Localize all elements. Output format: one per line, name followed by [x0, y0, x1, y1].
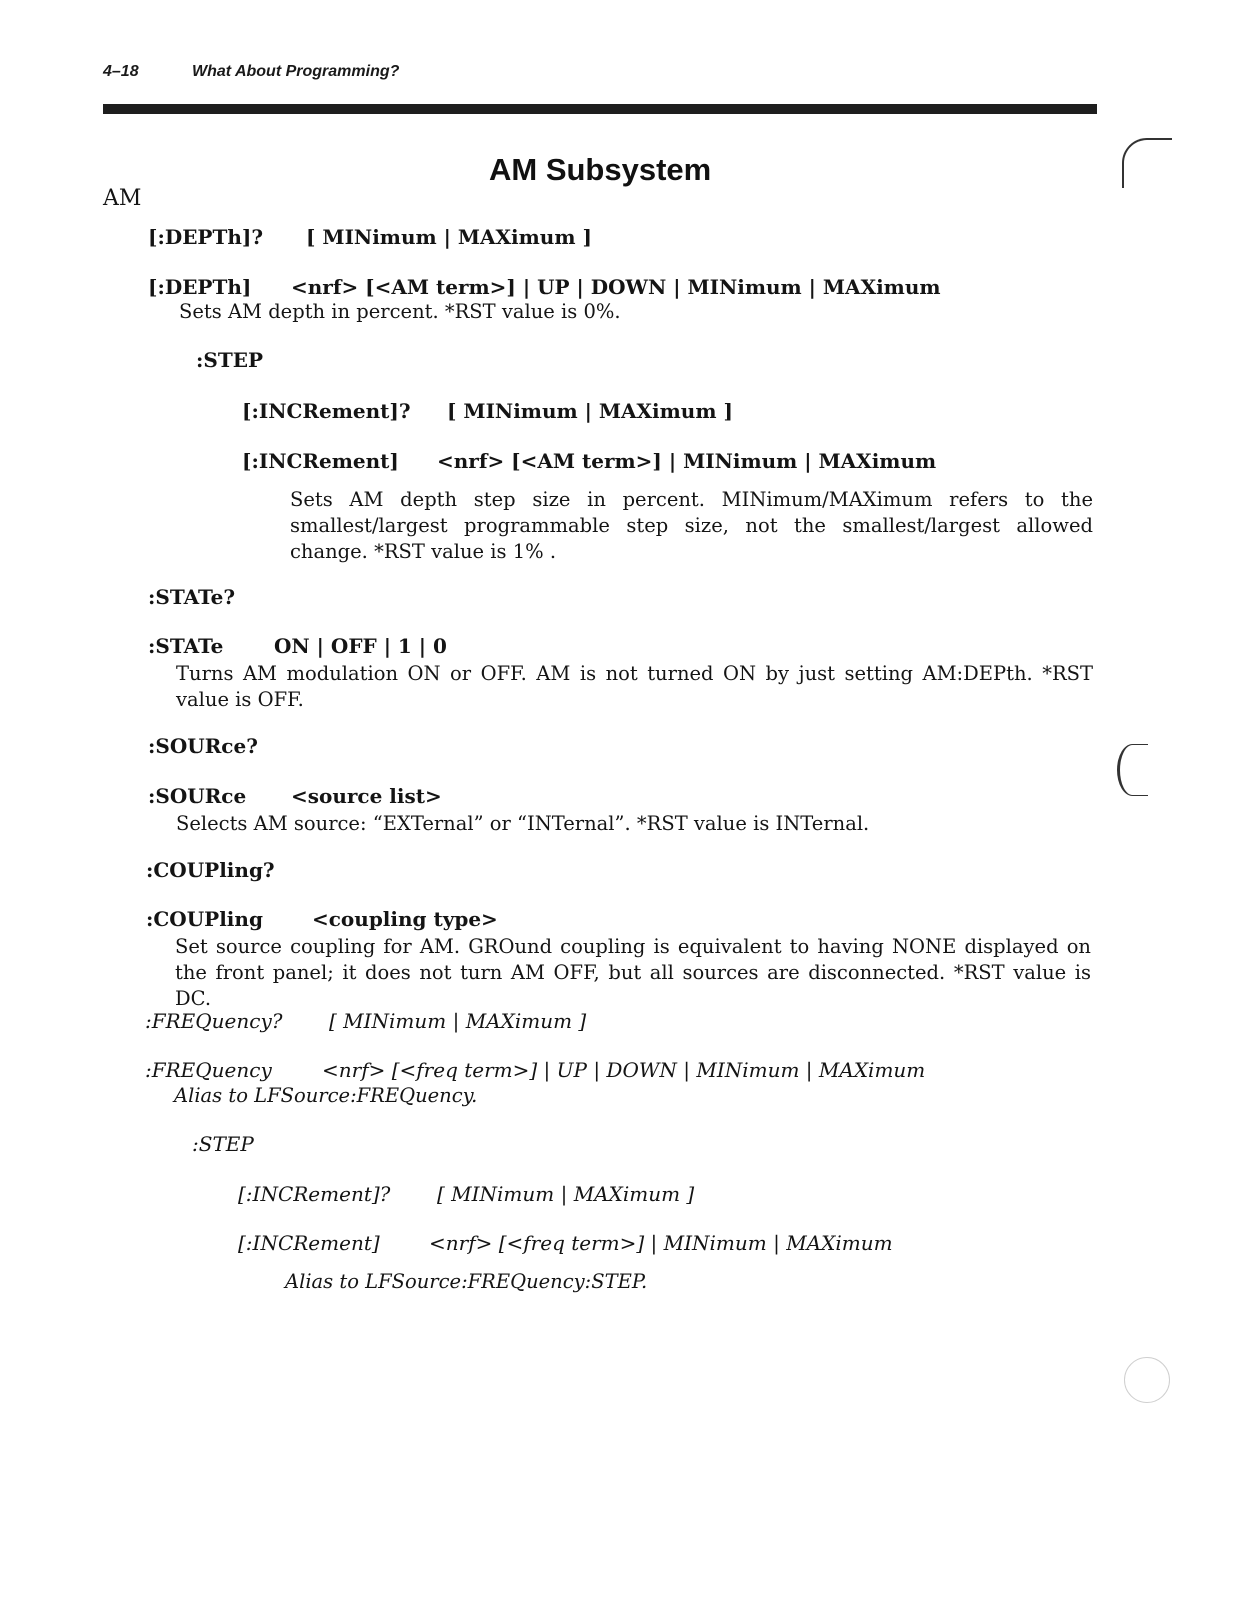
root-node: AM: [103, 186, 142, 211]
command-source-query: :SOURce?: [148, 734, 258, 758]
command-args: <nrf> [<AM term>] | MINimum | MAXimum: [437, 449, 937, 473]
command-description: Turns AM modulation ON or OFF. AM is not turned ON by just setting AM:DEPth. *RST value is OFF.: [176, 662, 1093, 711]
command-description: Sets AM depth step size in percent. MINimum/MAXimum refers to the smallest/largest programmable step size, not the smallest/largest allowed change. *RST value is 1% .: [290, 488, 1093, 563]
command-increment-query: [:INCRement]?: [238, 1182, 391, 1206]
binder-hole-mark-bottom: [1124, 1357, 1170, 1403]
binder-hole-mark-top: [1122, 138, 1172, 188]
command-step: :STEP: [192, 1132, 254, 1156]
command-args: <nrf> [<freq term>] | UP | DOWN | MINimum | MAXimum: [322, 1058, 926, 1082]
command-state: :STATe: [148, 634, 224, 658]
command-args: <coupling type>: [312, 907, 498, 931]
command-args: [ MINimum | MAXimum ]: [329, 1009, 587, 1033]
chapter-title: What About Programming?: [192, 63, 400, 80]
command-description: Selects AM source: “EXTernal” or “INTernal”. *RST value is INTernal.: [176, 812, 870, 835]
command-frequency-query: :FREQuency?: [145, 1009, 283, 1033]
command-depth: [:DEPTh]: [148, 275, 252, 299]
command-args: ON | OFF | 1 | 0: [274, 634, 447, 658]
binder-hole-mark-middle: [1117, 744, 1148, 796]
command-increment-query: [:INCRement]?: [242, 399, 411, 423]
command-coupling-query: :COUPling?: [146, 858, 275, 882]
command-description: Alias to LFSource:FREQuency.: [174, 1084, 478, 1107]
command-state-query: :STATe?: [148, 585, 236, 609]
command-args: [ MINimum | MAXimum ]: [306, 225, 592, 249]
page-number: 4–18: [103, 63, 139, 80]
command-source: :SOURce: [148, 784, 247, 808]
command-args: <nrf> [<AM term>] | UP | DOWN | MINimum | MAXimum: [291, 275, 941, 299]
command-args: [ MINimum | MAXimum ]: [447, 399, 733, 423]
command-description: Set source coupling for AM. GROund coupling is equivalent to having NONE displayed on the front panel; it does not turn AM OFF, but all sources are disconnected. *RST value is DC.: [175, 935, 1091, 1010]
command-increment: [:INCRement]: [238, 1231, 380, 1255]
command-description: Sets AM depth in percent. *RST value is 0%.: [179, 300, 621, 323]
command-args: <source list>: [291, 784, 442, 808]
command-increment: [:INCRement]: [242, 449, 399, 473]
command-frequency: :FREQuency: [145, 1058, 272, 1082]
header-rule: [103, 104, 1097, 114]
command-args: <nrf> [<freq term>] | MINimum | MAXimum: [429, 1231, 893, 1255]
command-step: :STEP: [196, 348, 263, 372]
command-description: Alias to LFSource:FREQuency:STEP.: [285, 1270, 648, 1293]
section-title: AM Subsystem: [489, 152, 712, 187]
command-args: [ MINimum | MAXimum ]: [437, 1182, 695, 1206]
command-depth-query: [:DEPTh]?: [148, 225, 264, 249]
command-coupling: :COUPling: [146, 907, 263, 931]
